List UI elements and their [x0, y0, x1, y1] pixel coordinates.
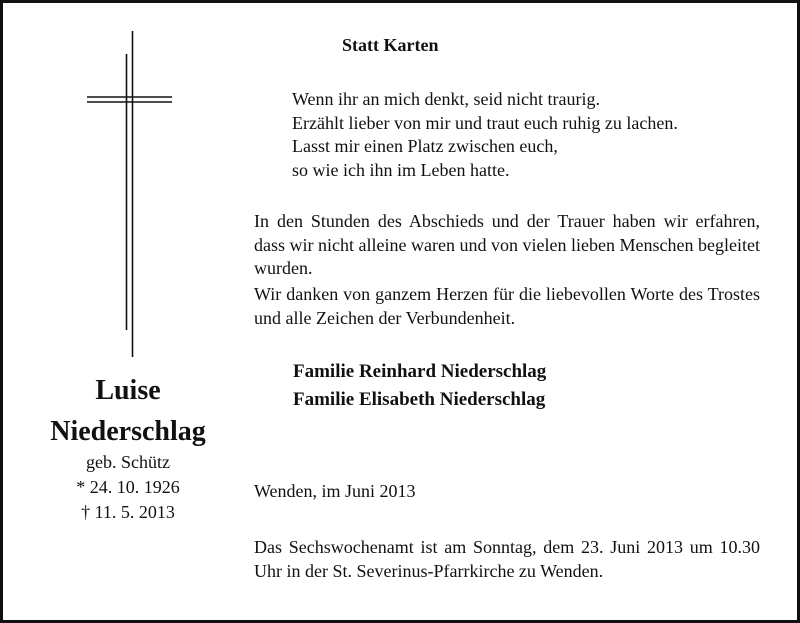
- poem-line: Erzählt lieber von mir und traut euch ruhig zu lachen.: [292, 112, 678, 133]
- death-date: † 11. 5. 2013: [81, 502, 175, 522]
- family-name: Familie Reinhard Niederschlag: [293, 361, 547, 382]
- poem-line: Wenn ihr an mich denkt, seid nicht traurig.: [292, 89, 600, 109]
- deceased-birth-name: geb. Schütz: [86, 452, 170, 472]
- deceased-first-name: Luise: [95, 375, 161, 406]
- birth-date: * 24. 10. 1926: [76, 477, 180, 497]
- service-announcement: Das Sechswochenamt ist am Sonntag, dem 23. Juni 2013 um 10.30 Uhr in der St. Severinus-Pfarrkirche zu Wenden.: [254, 537, 760, 581]
- notice-header: Statt Karten: [342, 35, 439, 55]
- poem-line: Lasst mir einen Platz zwischen euch,: [292, 136, 558, 156]
- deceased-last-name: Niederschlag: [50, 416, 206, 447]
- thanks-paragraph: Wir danken von ganzem Herzen für die liebevollen Worte des Trostes und alle Zeichen der Verbundenheit.: [254, 284, 760, 328]
- poem-line: so wie ich ihn im Leben hatte.: [292, 159, 510, 180]
- thanks-paragraph: In den Stunden des Abschieds und der Trauer haben wir erfahren, dass wir nicht alleine waren und von vielen lieben Menschen begleitet wurden.: [254, 211, 760, 278]
- family-name: Familie Elisabeth Niederschlag: [293, 389, 546, 410]
- place-date: Wenden, im Juni 2013: [254, 481, 416, 501]
- poem: [292, 88, 678, 182]
